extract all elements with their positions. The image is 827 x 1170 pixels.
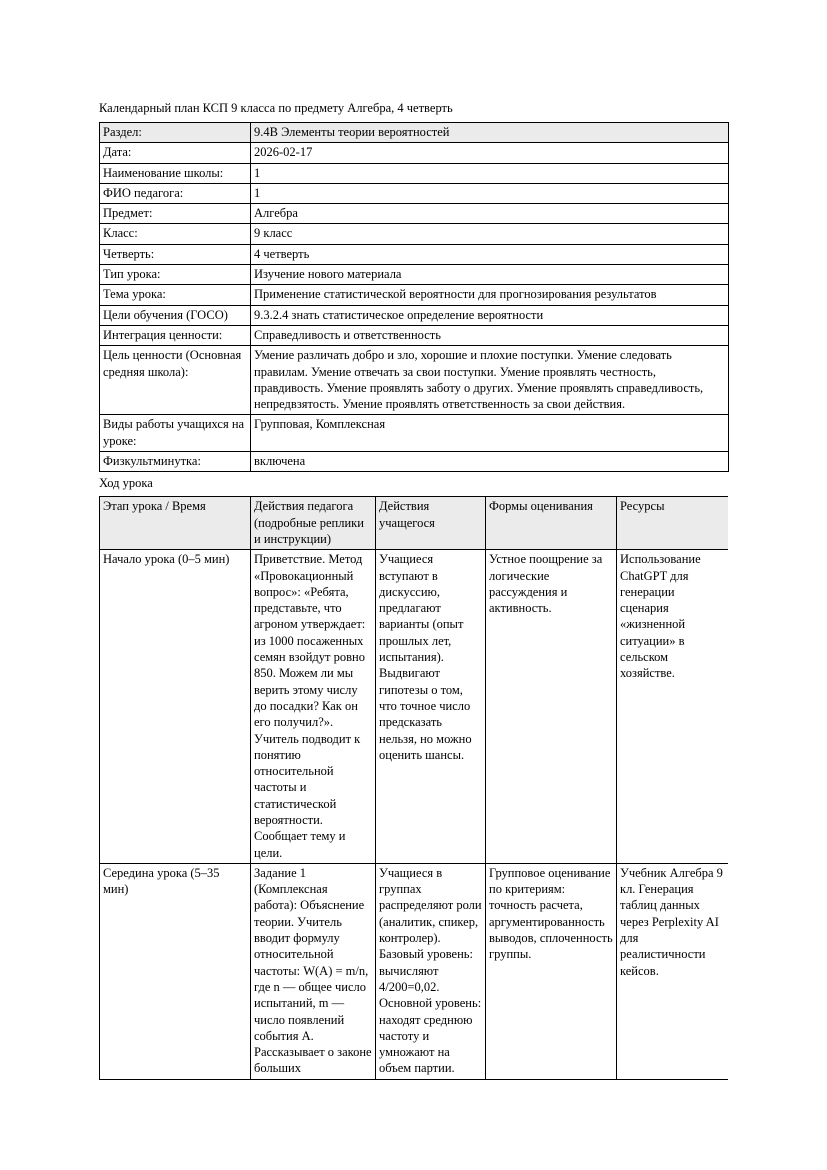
table-row [100, 325, 729, 345]
assessment-forms-cell: Групповое оценивание по критериям: точность расчета, аргументированность выводов, сплоченность группы. [486, 863, 617, 1079]
lesson-flow-table-body [100, 550, 729, 1080]
lesson-flow-heading: Ход урока [99, 476, 153, 491]
info-row-value: включена [251, 452, 729, 472]
info-row-label: Раздел: [100, 123, 251, 143]
column-header: Формы оценивания [486, 497, 617, 550]
table-row [100, 204, 729, 224]
table-row [100, 244, 729, 264]
resources-cell: Использование ChatGPT для генерации сценария «жизненной ситуации» в сельском хозяйстве. [617, 550, 729, 864]
info-row-value: 9 класс [251, 224, 729, 244]
info-row-value: 2026-02-17 [251, 143, 729, 163]
table-row [100, 224, 729, 244]
info-row-label: Предмет: [100, 204, 251, 224]
table-row [100, 285, 729, 305]
info-row-label: Класс: [100, 224, 251, 244]
table-row [100, 415, 729, 452]
table-row [100, 183, 729, 203]
column-header: Действия учащегося [376, 497, 486, 550]
table-row [100, 346, 729, 415]
column-header: Ресурсы [617, 497, 729, 550]
lesson-info-table-body [100, 123, 729, 472]
student-actions-cell: Учащиеся в группах распределяют роли (аналитик, спикер, контролер). Базовый уровень: вычисляют 4/200=0,02. Основной уровень: находят среднюю частоту и умножают на объем партии. [376, 863, 486, 1079]
table-row [100, 863, 729, 1079]
info-row-value: Групповая, Комплексная [251, 415, 729, 452]
info-row-value: 1 [251, 163, 729, 183]
info-row-label: Тип урока: [100, 265, 251, 285]
info-row-value: Умение различать добро и зло, хорошие и плохие поступки. Умение следовать правилам. Умение отвечать за свои поступки. Умение проявлять честность, правдивость. Умение проявлять заботу о других. Умение проявлять справедливость, непредвзятость. Умение проявлять ответственность за свои действия. [251, 346, 729, 415]
teacher-actions-cell: Приветствие. Метод «Провокационный вопрос»: «Ребята, представьте, что агроном утверждает: из 1000 посаженных семян взойдут ровно 850. Можем ли мы верить этому числу до посадки? Как он его получил?». Учитель подводит к понятию относительной частоты и статистической вероятности. Сообщает тему и цели. [251, 550, 376, 864]
table-header-row [100, 497, 729, 550]
table-row [100, 123, 729, 143]
info-row-label: Тема урока: [100, 285, 251, 305]
lesson-flow-table-head [100, 497, 729, 550]
info-row-label: Виды работы учащихся на уроке: [100, 415, 251, 452]
info-row-value: 4 четверть [251, 244, 729, 264]
table-row [100, 550, 729, 864]
teacher-actions-cell: Задание 1 (Комплексная работа): Объяснение теории. Учитель вводит формулу относительной частоты: W(A) = m/n, где n — общее число испытаний, m — число появлений события А. Рассказывает о законе больших [251, 863, 376, 1079]
info-row-value: 1 [251, 183, 729, 203]
table-row [100, 163, 729, 183]
info-row-label: Наименование школы: [100, 163, 251, 183]
column-header: Этап урока / Время [100, 497, 251, 550]
info-row-value: 9.3.2.4 знать статистическое определение вероятности [251, 305, 729, 325]
info-row-value: Алгебра [251, 204, 729, 224]
info-row-label: Физкультминутка: [100, 452, 251, 472]
assessment-forms-cell: Устное поощрение за логические рассуждения и активность. [486, 550, 617, 864]
lesson-flow-table [99, 496, 728, 1079]
table-row [100, 305, 729, 325]
document-content [99, 100, 728, 1080]
info-row-label: Интеграция ценности: [100, 325, 251, 345]
lesson-flow-table-wrapper [99, 496, 728, 1079]
info-row-label: Четверть: [100, 244, 251, 264]
table-row [100, 452, 729, 472]
page-title: Календарный план КСП 9 класса по предмету Алгебра, 4 четверть [99, 101, 453, 115]
table-row [100, 143, 729, 163]
table-row [100, 265, 729, 285]
lesson-stage-cell: Середина урока (5–35 мин) [100, 863, 251, 1079]
info-row-label: ФИО педагога: [100, 183, 251, 203]
column-header: Действия педагога (подробные реплики и инструкции) [251, 497, 376, 550]
info-row-label: Дата: [100, 143, 251, 163]
info-row-label: Цели обучения (ГОСО) [100, 305, 251, 325]
info-row-value: 9.4В Элементы теории вероятностей [251, 123, 729, 143]
info-row-value: Изучение нового материала [251, 265, 729, 285]
info-row-label: Цель ценности (Основная средняя школа): [100, 346, 251, 415]
info-row-value: Справедливость и ответственность [251, 325, 729, 345]
student-actions-cell: Учащиеся вступают в дискуссию, предлагают варианты (опыт прошлых лет, испытания). Выдвигают гипотезы о том, что точное число предсказать нельзя, но можно оценить шансы. [376, 550, 486, 864]
lesson-info-table [99, 122, 729, 472]
info-row-value: Применение статистической вероятности для прогнозирования результатов [251, 285, 729, 305]
lesson-stage-cell: Начало урока (0–5 мин) [100, 550, 251, 864]
resources-cell: Учебник Алгебра 9 кл. Генерация таблиц данных через Perplexity AI для реалистичности кейсов. [617, 863, 729, 1079]
